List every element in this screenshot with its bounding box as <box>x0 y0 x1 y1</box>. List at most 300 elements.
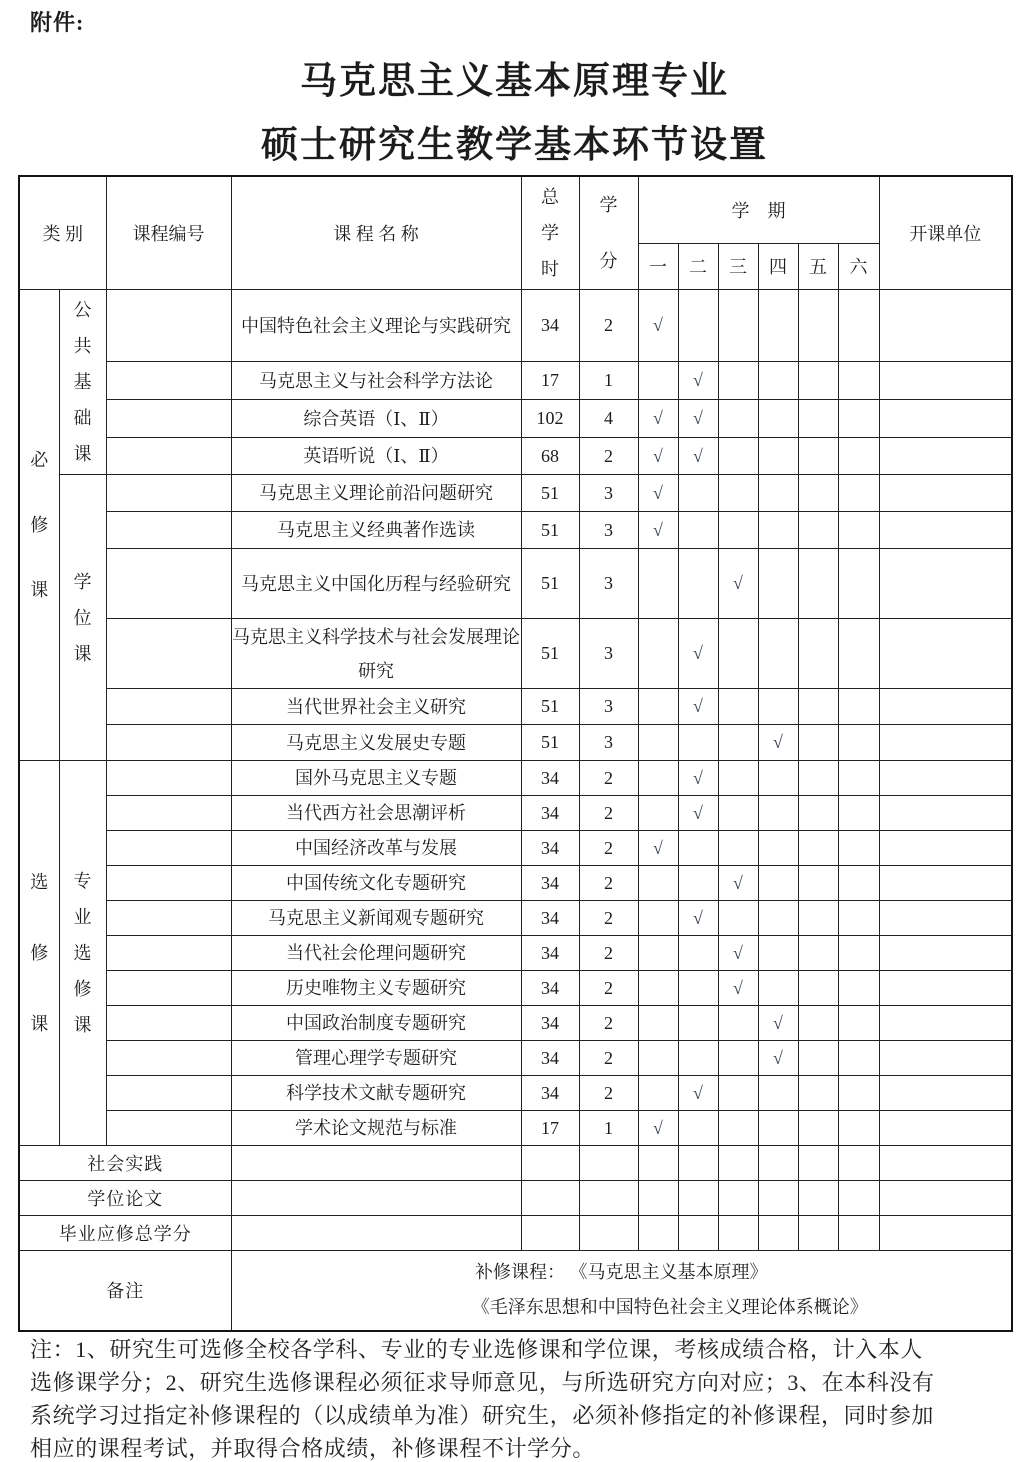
course-name: 国外马克思主义专题 <box>231 761 521 796</box>
semester-check-4 <box>758 1146 798 1181</box>
header-total-hours <box>521 176 579 290</box>
course-no-cell <box>106 549 231 619</box>
offering-unit-cell <box>879 1076 1012 1111</box>
offering-unit-cell <box>879 866 1012 901</box>
semester-check-1 <box>638 936 678 971</box>
semester-check-5 <box>798 761 838 796</box>
semester-check-4 <box>758 1076 798 1111</box>
course-hours: 34 <box>521 1006 579 1041</box>
course-credits: 2 <box>579 866 638 901</box>
semester-check-5 <box>798 1181 838 1216</box>
offering-unit-cell <box>879 400 1012 438</box>
course-credits: 2 <box>579 1041 638 1076</box>
header-total-hours-text: 总学时 <box>540 187 559 279</box>
table-row <box>19 689 1012 725</box>
semester-check-5 <box>798 936 838 971</box>
course-no-cell <box>106 362 231 400</box>
footnote-line-2: 选修课学分；2、研究生选修课程必须征求导师意见，与所选研究方向对应；3、在本科没有 <box>30 1370 935 1395</box>
table-row <box>19 901 1012 936</box>
semester-check-6 <box>838 936 879 971</box>
table-row <box>19 725 1012 761</box>
course-hours: 51 <box>521 549 579 619</box>
course-name: 中国政治制度专题研究 <box>231 1006 521 1041</box>
course-name: 当代西方社会思潮评析 <box>231 796 521 831</box>
semester-check-4 <box>758 512 798 549</box>
semester-check-5 <box>798 290 838 362</box>
offering-unit-cell <box>879 549 1012 619</box>
course-no-cell <box>106 1076 231 1111</box>
course-credits: 3 <box>579 689 638 725</box>
semester-check-5 <box>798 362 838 400</box>
semester-check-3 <box>718 689 758 725</box>
category-cell-degree <box>59 475 106 761</box>
semester-check-4 <box>758 362 798 400</box>
semester-check-1 <box>638 362 678 400</box>
semester-check-4 <box>758 689 798 725</box>
course-hours: 34 <box>521 936 579 971</box>
course-hours: 51 <box>521 475 579 512</box>
semester-check-3 <box>718 1076 758 1111</box>
semester-check-1 <box>638 971 678 1006</box>
category-degree-text: 学位课 <box>73 571 92 664</box>
header-semester-5: 五 <box>798 243 838 289</box>
header-row-1 <box>19 176 1012 243</box>
semester-check-6 <box>838 796 879 831</box>
header-course-name: 课 程 名 称 <box>231 176 521 290</box>
table-row <box>19 1146 1012 1181</box>
header-credits <box>579 176 638 290</box>
semester-check-3 <box>718 1146 758 1181</box>
semester-check-6 <box>838 1181 879 1216</box>
semester-check-2 <box>678 1111 718 1146</box>
semester-check-1: √ <box>638 400 678 438</box>
course-credits: 3 <box>579 619 638 689</box>
semester-check-6 <box>838 512 879 549</box>
semester-check-3 <box>718 1111 758 1146</box>
course-hours: 34 <box>521 866 579 901</box>
category-cell-professional-elective <box>59 761 106 1146</box>
semester-check-4 <box>758 1181 798 1216</box>
table-row <box>19 549 1012 619</box>
course-name: 马克思主义科学技术与社会发展理论研究 <box>231 619 521 689</box>
semester-check-2 <box>678 1216 718 1251</box>
semester-check-2 <box>678 831 718 866</box>
page-title: 马克思主义基本原理专业 <box>300 61 729 102</box>
semester-check-3 <box>718 475 758 512</box>
remark-line-1: 补修课程： 《马克思主义基本原理》 <box>475 1262 768 1283</box>
semester-check-6 <box>838 619 879 689</box>
semester-check-3: √ <box>718 866 758 901</box>
offering-unit-cell <box>879 971 1012 1006</box>
semester-check-1 <box>638 1181 678 1216</box>
semester-check-1 <box>638 1041 678 1076</box>
course-name: 马克思主义中国化历程与经验研究 <box>231 549 521 619</box>
semester-check-4: √ <box>758 725 798 761</box>
course-name: 学术论文规范与标准 <box>231 1111 521 1146</box>
table-row <box>19 1111 1012 1146</box>
table-row <box>19 1251 1012 1331</box>
semester-check-2: √ <box>678 1076 718 1111</box>
semester-check-3 <box>718 290 758 362</box>
course-credits: 3 <box>579 475 638 512</box>
course-name: 当代社会伦理问题研究 <box>231 936 521 971</box>
offering-unit-cell <box>879 475 1012 512</box>
table-row <box>19 1041 1012 1076</box>
semester-check-3: √ <box>718 936 758 971</box>
table-row <box>19 1006 1012 1041</box>
course-hours: 102 <box>521 400 579 438</box>
remark-content <box>231 1251 1012 1331</box>
course-name: 马克思主义与社会科学方法论 <box>231 362 521 400</box>
footnote-line-1: 注：1、研究生可选修全校各学科、专业的专业选修课和学位课，考核成绩合格，计入本人 <box>30 1337 924 1362</box>
semester-check-1: √ <box>638 831 678 866</box>
course-hours: 51 <box>521 512 579 549</box>
category-cell-public-basic <box>59 290 106 475</box>
course-credits: 1 <box>579 1111 638 1146</box>
semester-check-4 <box>758 796 798 831</box>
footnote <box>30 1333 998 1462</box>
course-no-cell <box>106 901 231 936</box>
course-no-cell <box>106 400 231 438</box>
semester-check-4 <box>758 400 798 438</box>
semester-check-2 <box>678 549 718 619</box>
course-credits: 1 <box>579 362 638 400</box>
semester-check-1 <box>638 1006 678 1041</box>
table-row <box>19 400 1012 438</box>
summary-label-social-practice: 社会实践 <box>19 1146 231 1181</box>
semester-check-6 <box>838 1006 879 1041</box>
course-no-cell <box>106 725 231 761</box>
semester-check-6 <box>838 400 879 438</box>
semester-check-6 <box>838 725 879 761</box>
summary-label-thesis: 学位论文 <box>19 1181 231 1216</box>
course-credits: 2 <box>579 1006 638 1041</box>
semester-check-2: √ <box>678 619 718 689</box>
footnote-line-4: 相应的课程考试，并取得合格成绩，补修课程不计学分。 <box>30 1436 596 1461</box>
offering-unit-cell <box>879 831 1012 866</box>
semester-check-2 <box>678 475 718 512</box>
semester-check-2 <box>678 1041 718 1076</box>
semester-check-1 <box>638 1216 678 1251</box>
course-no-cell <box>106 796 231 831</box>
semester-check-6 <box>838 475 879 512</box>
semester-check-4 <box>758 936 798 971</box>
semester-check-3 <box>718 362 758 400</box>
table-row <box>19 866 1012 901</box>
course-hours: 34 <box>521 290 579 362</box>
semester-check-3 <box>718 1041 758 1076</box>
semester-check-1 <box>638 901 678 936</box>
course-no-cell <box>106 936 231 971</box>
offering-unit-cell <box>879 290 1012 362</box>
course-hours: 34 <box>521 1041 579 1076</box>
offering-unit-cell <box>879 1006 1012 1041</box>
table-row <box>19 619 1012 689</box>
semester-check-6 <box>838 689 879 725</box>
course-name: 中国传统文化专题研究 <box>231 866 521 901</box>
semester-check-1: √ <box>638 512 678 549</box>
semester-check-3: √ <box>718 549 758 619</box>
semester-check-3 <box>718 400 758 438</box>
semester-check-3 <box>718 512 758 549</box>
header-semester-3: 三 <box>718 243 758 289</box>
semester-check-6 <box>838 1111 879 1146</box>
semester-check-2: √ <box>678 901 718 936</box>
semester-check-6 <box>838 549 879 619</box>
header-offering-unit: 开课单位 <box>879 176 1012 290</box>
course-credits: 3 <box>579 512 638 549</box>
semester-check-4 <box>758 549 798 619</box>
course-no-cell <box>106 438 231 475</box>
semester-check-4: √ <box>758 1041 798 1076</box>
course-credits: 2 <box>579 796 638 831</box>
table-row <box>19 796 1012 831</box>
course-hours: 34 <box>521 796 579 831</box>
category-required-text: 必修课 <box>30 449 49 600</box>
semester-check-5 <box>798 689 838 725</box>
semester-check-3 <box>718 901 758 936</box>
course-name-cell <box>231 1181 521 1216</box>
semester-check-4: √ <box>758 1006 798 1041</box>
course-credits: 2 <box>579 971 638 1006</box>
course-credits: 2 <box>579 290 638 362</box>
semester-check-5 <box>798 400 838 438</box>
semester-check-6 <box>838 362 879 400</box>
semester-check-2 <box>678 1181 718 1216</box>
semester-check-3 <box>718 1006 758 1041</box>
semester-check-6 <box>838 1041 879 1076</box>
table-row <box>19 512 1012 549</box>
course-name: 科学技术文献专题研究 <box>231 1076 521 1111</box>
course-name: 英语听说（Ⅰ、Ⅱ） <box>231 438 521 475</box>
table-row <box>19 475 1012 512</box>
semester-check-5 <box>798 1111 838 1146</box>
semester-check-6 <box>838 831 879 866</box>
semester-check-4 <box>758 438 798 475</box>
course-name: 马克思主义发展史专题 <box>231 725 521 761</box>
course-hours: 34 <box>521 761 579 796</box>
course-name: 历史唯物主义专题研究 <box>231 971 521 1006</box>
offering-unit-cell <box>879 1111 1012 1146</box>
semester-check-3 <box>718 1181 758 1216</box>
table-row <box>19 761 1012 796</box>
course-hours: 34 <box>521 971 579 1006</box>
semester-check-2: √ <box>678 689 718 725</box>
semester-check-2 <box>678 1006 718 1041</box>
semester-check-5 <box>798 1076 838 1111</box>
semester-check-1 <box>638 761 678 796</box>
course-no-cell <box>106 290 231 362</box>
offering-unit-cell <box>879 761 1012 796</box>
table-row <box>19 936 1012 971</box>
header-semester: 学 期 <box>638 176 879 243</box>
course-hours: 68 <box>521 438 579 475</box>
semester-check-4 <box>758 619 798 689</box>
course-credits: 4 <box>579 400 638 438</box>
offering-unit-cell <box>879 1041 1012 1076</box>
semester-check-4 <box>758 831 798 866</box>
semester-check-1 <box>638 689 678 725</box>
semester-check-3 <box>718 761 758 796</box>
course-no-cell <box>106 475 231 512</box>
category-elective-text: 选修课 <box>30 871 49 1034</box>
offering-unit-cell <box>879 1216 1012 1251</box>
course-no-cell <box>106 689 231 725</box>
semester-check-4 <box>758 971 798 1006</box>
course-no-cell <box>106 831 231 866</box>
semester-check-4 <box>758 1111 798 1146</box>
semester-check-3 <box>718 619 758 689</box>
semester-check-2 <box>678 1146 718 1181</box>
semester-check-1: √ <box>638 438 678 475</box>
header-semester-2: 二 <box>678 243 718 289</box>
category-cell-required <box>19 290 59 761</box>
semester-check-3 <box>718 725 758 761</box>
course-no-cell <box>106 1041 231 1076</box>
table-row <box>19 290 1012 362</box>
course-credits: 2 <box>579 901 638 936</box>
course-credits-cell <box>579 1216 638 1251</box>
semester-check-5 <box>798 725 838 761</box>
semester-check-5 <box>798 438 838 475</box>
semester-check-2 <box>678 936 718 971</box>
semester-check-5 <box>798 796 838 831</box>
course-hours-cell <box>521 1216 579 1251</box>
course-credits: 2 <box>579 1076 638 1111</box>
semester-check-6 <box>838 901 879 936</box>
semester-check-6 <box>838 866 879 901</box>
course-name: 当代世界社会主义研究 <box>231 689 521 725</box>
course-credits: 2 <box>579 831 638 866</box>
semester-check-1 <box>638 1076 678 1111</box>
semester-check-1 <box>638 866 678 901</box>
semester-check-1: √ <box>638 475 678 512</box>
semester-check-3 <box>718 796 758 831</box>
semester-check-4 <box>758 901 798 936</box>
course-credits: 3 <box>579 725 638 761</box>
table-row <box>19 1216 1012 1251</box>
semester-check-1: √ <box>638 290 678 362</box>
semester-check-3 <box>718 831 758 866</box>
semester-check-5 <box>798 1006 838 1041</box>
semester-check-1 <box>638 796 678 831</box>
semester-check-2: √ <box>678 438 718 475</box>
semester-check-2: √ <box>678 761 718 796</box>
curriculum-table <box>18 175 1013 1332</box>
offering-unit-cell <box>879 936 1012 971</box>
category-cell-elective <box>19 761 59 1146</box>
course-credits: 3 <box>579 549 638 619</box>
course-hours-cell <box>521 1146 579 1181</box>
course-name-cell <box>231 1216 521 1251</box>
course-hours: 17 <box>521 1111 579 1146</box>
course-hours: 51 <box>521 619 579 689</box>
offering-unit-cell <box>879 901 1012 936</box>
semester-check-5 <box>798 901 838 936</box>
semester-check-2 <box>678 971 718 1006</box>
course-name: 综合英语（Ⅰ、Ⅱ） <box>231 400 521 438</box>
semester-check-1: √ <box>638 1111 678 1146</box>
course-name: 管理心理学专题研究 <box>231 1041 521 1076</box>
semester-check-6 <box>838 971 879 1006</box>
table-row <box>19 831 1012 866</box>
summary-label-total-credits: 毕业应修总学分 <box>19 1216 231 1251</box>
course-no-cell <box>106 866 231 901</box>
course-credits: 2 <box>579 936 638 971</box>
semester-check-6 <box>838 1076 879 1111</box>
semester-check-4 <box>758 761 798 796</box>
semester-check-2 <box>678 725 718 761</box>
remark-label: 备注 <box>19 1251 231 1331</box>
offering-unit-cell <box>879 1146 1012 1181</box>
semester-check-1 <box>638 619 678 689</box>
semester-check-6 <box>838 761 879 796</box>
course-hours-cell <box>521 1181 579 1216</box>
offering-unit-cell <box>879 438 1012 475</box>
semester-check-2 <box>678 512 718 549</box>
course-credits-cell <box>579 1181 638 1216</box>
semester-check-5 <box>798 512 838 549</box>
semester-check-5 <box>798 971 838 1006</box>
offering-unit-cell <box>879 689 1012 725</box>
course-no-cell <box>106 1111 231 1146</box>
course-hours: 51 <box>521 689 579 725</box>
semester-check-4 <box>758 475 798 512</box>
semester-check-3 <box>718 438 758 475</box>
semester-check-1 <box>638 1146 678 1181</box>
course-name: 马克思主义新闻观专题研究 <box>231 901 521 936</box>
course-hours: 51 <box>521 725 579 761</box>
offering-unit-cell <box>879 1181 1012 1216</box>
course-name: 中国经济改革与发展 <box>231 831 521 866</box>
semester-check-5 <box>798 866 838 901</box>
table-row <box>19 971 1012 1006</box>
offering-unit-cell <box>879 796 1012 831</box>
course-no-cell <box>106 619 231 689</box>
footnote-line-3: 系统学习过指定补修课程的（以成绩单为准）研究生，必须补修指定的补修课程，同时参加 <box>30 1403 935 1428</box>
course-hours: 17 <box>521 362 579 400</box>
semester-check-6 <box>838 438 879 475</box>
header-course-no: 课程编号 <box>106 176 231 290</box>
semester-check-4 <box>758 866 798 901</box>
offering-unit-cell <box>879 619 1012 689</box>
header-category: 类 别 <box>19 176 106 290</box>
semester-check-5 <box>798 549 838 619</box>
attachment-label: 附件: <box>30 10 85 35</box>
course-hours: 34 <box>521 901 579 936</box>
remark-line-2: 《毛泽东思想和中国特色社会主义理论体系概论》 <box>471 1297 868 1318</box>
offering-unit-cell <box>879 725 1012 761</box>
table-row <box>19 362 1012 400</box>
course-name: 马克思主义理论前沿问题研究 <box>231 475 521 512</box>
header-semester-6: 六 <box>838 243 879 289</box>
course-hours: 34 <box>521 1076 579 1111</box>
semester-check-1 <box>638 725 678 761</box>
semester-check-5 <box>798 1041 838 1076</box>
course-name-cell <box>231 1146 521 1181</box>
category-professional-elective-text: 专业选修课 <box>73 871 92 1035</box>
semester-check-2: √ <box>678 362 718 400</box>
header-credits-text: 学分 <box>599 195 618 271</box>
semester-check-4 <box>758 1216 798 1251</box>
semester-check-3: √ <box>718 971 758 1006</box>
semester-check-6 <box>838 290 879 362</box>
course-name: 马克思主义经典著作选读 <box>231 512 521 549</box>
table-row <box>19 438 1012 475</box>
header-semester-4: 四 <box>758 243 798 289</box>
table-row <box>19 1076 1012 1111</box>
course-no-cell <box>106 1006 231 1041</box>
